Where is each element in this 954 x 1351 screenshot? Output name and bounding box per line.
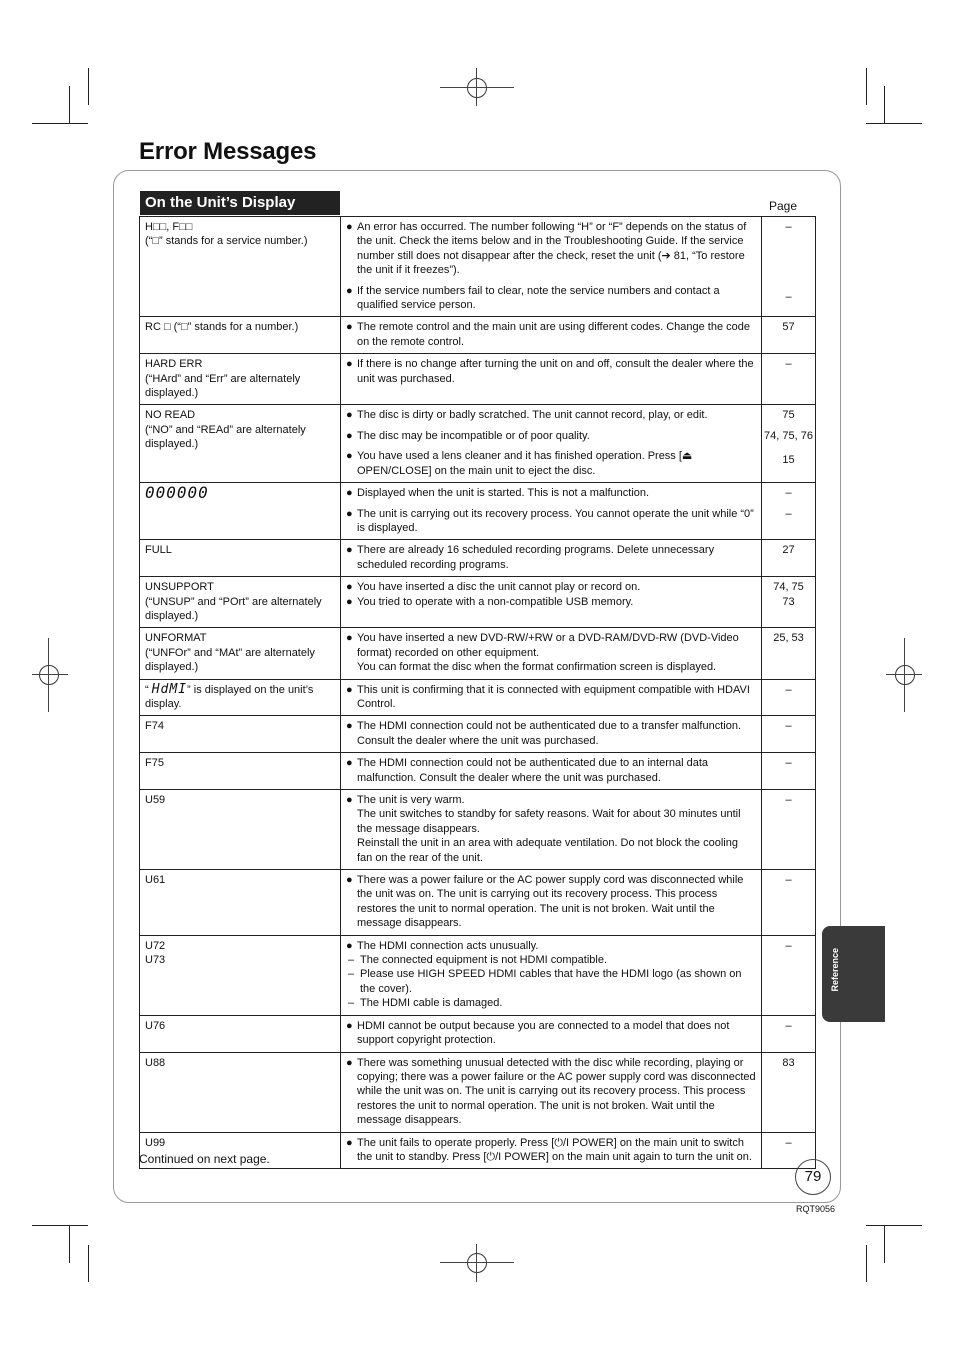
description-cell: [341, 790, 762, 870]
page-ref: –: [785, 939, 792, 952]
bullet-item: [346, 1136, 756, 1165]
bullet-icon: ●: [346, 409, 353, 422]
table-row: [140, 790, 816, 870]
bullet-item: [346, 793, 756, 865]
message-cell: [140, 1015, 341, 1052]
page-ref: 15: [782, 454, 795, 467]
page-column-label: Page: [769, 199, 798, 213]
message-line: “ HdMI” is displayed on the unit’s display.: [145, 681, 314, 710]
page-ref: 83: [782, 1056, 795, 1069]
table-row: [140, 317, 816, 354]
message-line: NO READ: [145, 409, 196, 422]
bullet-text: The remote control and the main unit are using different codes. Change the code on the remote control.: [357, 321, 750, 348]
message-line: U99: [145, 1136, 166, 1149]
message-line: U76: [145, 1019, 166, 1032]
bullet-text: The HDMI connection could not be authenticated due to a transfer malfunction. Consult the dealer where the unit was purchased.: [357, 720, 742, 747]
bullet-icon: ●: [346, 507, 353, 520]
description-cell: [341, 217, 762, 317]
page-ref-cell: [762, 790, 816, 870]
page-ref: 25, 53: [773, 632, 804, 645]
page-ref: –: [785, 874, 792, 887]
bullet-item: [346, 631, 756, 674]
segment-display: 000000: [145, 483, 209, 503]
table-row: [140, 217, 816, 317]
bullet-text: You have used a lens cleaner and it has finished operation. Press [⏏ OPEN/CLOSE] on the main unit to eject the disc.: [357, 450, 693, 477]
table-row: [140, 679, 816, 716]
bullet-item: [346, 595, 756, 609]
hdmi-display-symbol: HdMI: [151, 681, 188, 697]
bullet-item: [346, 756, 756, 785]
message-cell: [140, 405, 341, 483]
table-row: [140, 540, 816, 577]
description-cell: [341, 483, 762, 540]
description-cell: [341, 577, 762, 628]
message-cell: [140, 317, 341, 354]
bullet-item: [346, 683, 756, 712]
bullet-item: [346, 873, 756, 931]
dash-item: [346, 996, 756, 1010]
message-line: H□□, F□□: [145, 221, 193, 233]
table-row: [140, 1015, 816, 1052]
bullet-item: [346, 580, 756, 594]
page-ref-cell: [762, 217, 816, 317]
dash-text: The connected equipment is not HDMI compatible.: [360, 954, 608, 967]
bullet-item: [346, 507, 756, 536]
bullet-text: The disc may be incompatible or of poor quality.: [357, 429, 590, 442]
bullet-item: [346, 1019, 756, 1048]
message-cell: [140, 716, 341, 753]
bullet-icon: ●: [346, 1136, 353, 1149]
message-cell: [140, 217, 341, 317]
page-ref-cell: [762, 753, 816, 790]
bullet-icon: ●: [346, 1056, 353, 1069]
message-cell: [140, 790, 341, 870]
message-line-suffix: ” is displayed on the unit’s display.: [145, 683, 314, 710]
description-cell: [341, 354, 762, 405]
page-ref: 73: [782, 595, 795, 608]
message-cell: [140, 577, 341, 628]
bullet-icon: ●: [346, 221, 353, 233]
dash-icon: –: [348, 968, 355, 981]
description-cell: [341, 628, 762, 679]
message-line: HARD ERR: [145, 358, 203, 371]
bullet-icon: ●: [346, 450, 353, 463]
message-line: U72: [145, 939, 166, 952]
bullet-icon: ●: [346, 1019, 353, 1032]
bullet-icon: ●: [346, 581, 353, 594]
description-cell: [341, 935, 762, 1015]
bullet-icon: ●: [346, 757, 353, 770]
error-table: [139, 216, 816, 1169]
page-ref-cell: [762, 354, 816, 405]
page-ref-cell: [762, 1015, 816, 1052]
bullet-icon: ●: [346, 284, 353, 297]
message-cell: [140, 628, 341, 679]
bullet-icon: ●: [346, 595, 353, 608]
table-row: [140, 753, 816, 790]
bullet-item: [346, 719, 756, 748]
page-ref: 74, 75, 76: [764, 429, 813, 442]
bullet-text: If the service numbers fail to clear, note the service numbers and contact a qualified service person.: [357, 284, 720, 312]
page-ref-cell: [762, 577, 816, 628]
bullet-icon: ●: [346, 720, 353, 733]
message-line: U73: [145, 954, 166, 967]
bullet-text: The disc is dirty or badly scratched. The unit cannot record, play, or edit.: [357, 409, 708, 422]
bullet-icon: ●: [346, 429, 353, 442]
page-ref: –: [785, 1019, 792, 1032]
bullet-item: [346, 284, 756, 313]
table-row: [140, 628, 816, 679]
description-cell: [341, 679, 762, 716]
document-code: RQT9056: [796, 1204, 836, 1214]
page-number: 79: [795, 1159, 831, 1195]
message-line: (“UNFOr” and “MAt” are alternately displayed.): [145, 646, 315, 674]
bullet-item: [346, 220, 756, 278]
bullet-icon: ●: [346, 632, 353, 645]
dash-item: [346, 967, 756, 996]
bullet-text: HDMI cannot be output because you are connected to a model that does not support copyright protection.: [357, 1019, 730, 1047]
page-ref: 57: [782, 321, 795, 334]
page-ref: –: [785, 1136, 792, 1149]
page-ref-cell: [762, 317, 816, 354]
bullet-icon: ●: [346, 874, 353, 887]
page-ref: –: [785, 487, 792, 500]
message-line: U59: [145, 794, 166, 806]
bullet-item: [346, 939, 756, 953]
message-line: UNFORMAT: [145, 632, 207, 645]
page-ref: 75: [782, 409, 795, 422]
bullet-icon: ●: [346, 683, 353, 696]
message-line: U88: [145, 1056, 166, 1069]
bullet-item: [346, 357, 756, 386]
bullet-text: You have inserted a new DVD-RW/+RW or a DVD-RAM/DVD-RW (DVD-Video format) recorded on other equipment. You can format the disc when the format confirmation screen is displayed.: [357, 632, 739, 674]
page-ref: –: [785, 720, 792, 733]
bullet-text: The unit fails to operate properly. Press [⏻/I POWER] on the main unit to switch the unit to standby. Press [⏻/I POWER] on the main unit again to turn the unit on.: [357, 1136, 752, 1163]
message-line: F74: [145, 720, 164, 733]
message-line: U61: [145, 874, 166, 887]
message-line: FULL: [145, 544, 172, 557]
reference-tab: [822, 926, 885, 1022]
description-cell: [341, 1015, 762, 1052]
table-row: [140, 935, 816, 1015]
bullet-icon: ●: [346, 544, 353, 557]
page-ref: 74, 75: [773, 581, 804, 594]
dash-icon: –: [348, 997, 355, 1010]
dash-text: Please use HIGH SPEED HDMI cables that have the HDMI logo (as shown on the cover).: [360, 968, 742, 995]
message-cell: [140, 354, 341, 405]
page-ref-cell: [762, 540, 816, 577]
bullet-text: There was a power failure or the AC power supply cord was disconnected while the unit was on. The unit is carrying out its recovery process. This process restores the unit to normal operation. The unit is not broken. Wait until the message disappears.: [357, 874, 744, 930]
page-ref: –: [785, 794, 792, 806]
description-cell: [341, 1132, 762, 1169]
bullet-text: The unit is carrying out its recovery process. You cannot operate the unit while “0” is displayed.: [357, 507, 754, 534]
table-row: [140, 1052, 816, 1132]
bullet-text: You tried to operate with a non-compatible USB memory.: [357, 595, 634, 608]
dash-text: The HDMI cable is damaged.: [360, 997, 503, 1010]
bullet-text: The HDMI connection acts unusually.: [357, 939, 539, 952]
table-row: [140, 405, 816, 483]
message-cell: [140, 935, 341, 1015]
bullet-item: [346, 486, 756, 500]
dash-icon: –: [348, 954, 355, 967]
page-ref-cell: [762, 1052, 816, 1132]
bullet-text: An error has occurred. The number following “H” or “F” depends on the status of the unit. Check the items below and in the Troubleshooting Guide. If the service number still does not disappear after the check, reset the unit (➔ 81, “To restore the unit if it freezes”).: [357, 221, 747, 277]
bullet-icon: ●: [346, 794, 353, 806]
page-ref-cell: [762, 935, 816, 1015]
page-ref: –: [785, 221, 792, 233]
dash-item: [346, 953, 756, 967]
bullet-text: You have inserted a disc the unit cannot play or record on.: [357, 581, 641, 594]
bullet-icon: ●: [346, 487, 353, 500]
page-ref-cell: [762, 870, 816, 936]
bullet-item: [346, 408, 756, 422]
message-line: UNSUPPORT: [145, 581, 214, 594]
bullet-text: Displayed when the unit is started. This is not a malfunction.: [357, 487, 650, 500]
page-ref: –: [785, 291, 792, 304]
bullet-icon: ●: [346, 358, 353, 371]
section-heading: On the Unit’s Display: [140, 191, 340, 215]
bullet-icon: ●: [346, 321, 353, 334]
message-cell: [140, 753, 341, 790]
message-line: (“□” stands for a service number.): [145, 235, 308, 248]
table-row: [140, 354, 816, 405]
table-row: [140, 870, 816, 936]
bullet-text: If there is no change after turning the unit on and off, consult the dealer where the unit was purchased.: [357, 358, 754, 385]
message-cell: [140, 483, 341, 540]
bullet-item: [346, 320, 756, 349]
page-ref-cell: [762, 483, 816, 540]
page-ref: 27: [782, 544, 795, 557]
spacer: [764, 234, 813, 240]
bullet-text: There are already 16 scheduled recording programs. Delete unnecessary scheduled recording programs.: [357, 544, 715, 571]
continued-note: Continued on next page.: [139, 1152, 270, 1166]
description-cell: [341, 716, 762, 753]
page-ref-cell: [762, 716, 816, 753]
description-cell: [341, 1052, 762, 1132]
page-ref-cell: [762, 628, 816, 679]
bullet-item: [346, 1056, 756, 1128]
bullet-text: There was something unusual detected with the disc while recording, playing or copying; there was a power failure or the AC power supply cord was disconnected while the unit was on. The unit is carrying out its recovery process. This process restores the unit to normal operation. The unit is not broken. Wait until the message disappears.: [357, 1056, 756, 1127]
page-ref: –: [785, 757, 792, 770]
table-row: [140, 483, 816, 540]
bullet-text: The unit is very warm. The unit switches to standby for safety reasons. Wait for about 30 minutes until the message disappears. Reinstall the unit in an area with adequate ventilation. Do not block the cooling fan on the rear of the unit.: [357, 794, 741, 864]
message-cell: [140, 679, 341, 716]
bullet-icon: ●: [346, 939, 353, 952]
bullet-item: [346, 429, 756, 443]
description-cell: [341, 870, 762, 936]
description-cell: [341, 540, 762, 577]
page-title: Error Messages: [139, 138, 317, 165]
description-cell: [341, 405, 762, 483]
page-ref: –: [785, 683, 792, 696]
reference-tab-label: Reference: [830, 948, 840, 992]
message-line: (“UNSUP” and “POrt” are alternately displayed.): [145, 595, 322, 622]
table-row: [140, 577, 816, 628]
bullet-text: The HDMI connection could not be authenticated due to an internal data malfunction. Consult the dealer where the unit was purchased.: [357, 757, 709, 784]
description-cell: [341, 753, 762, 790]
message-line: RC □ (“□” stands for a number.): [145, 321, 299, 334]
page-ref: –: [785, 358, 792, 371]
message-cell: [140, 540, 341, 577]
message-line: F75: [145, 757, 164, 770]
bullet-item: [346, 449, 756, 478]
page-ref: –: [785, 507, 792, 520]
message-cell: [140, 870, 341, 936]
page-ref-cell: [762, 405, 816, 483]
spacer: [764, 443, 813, 449]
table-row: [140, 716, 816, 753]
message-cell: [140, 1052, 341, 1132]
message-line: (“HArd” and “Err” are alternately displayed.): [145, 372, 301, 400]
bullet-item: [346, 543, 756, 572]
message-line: (“NO” and “REAd” are alternately displayed.): [145, 423, 306, 451]
page-ref-cell: [762, 679, 816, 716]
bullet-text: This unit is confirming that it is connected with equipment compatible with HDAVI Control.: [357, 683, 750, 710]
description-cell: [341, 317, 762, 354]
